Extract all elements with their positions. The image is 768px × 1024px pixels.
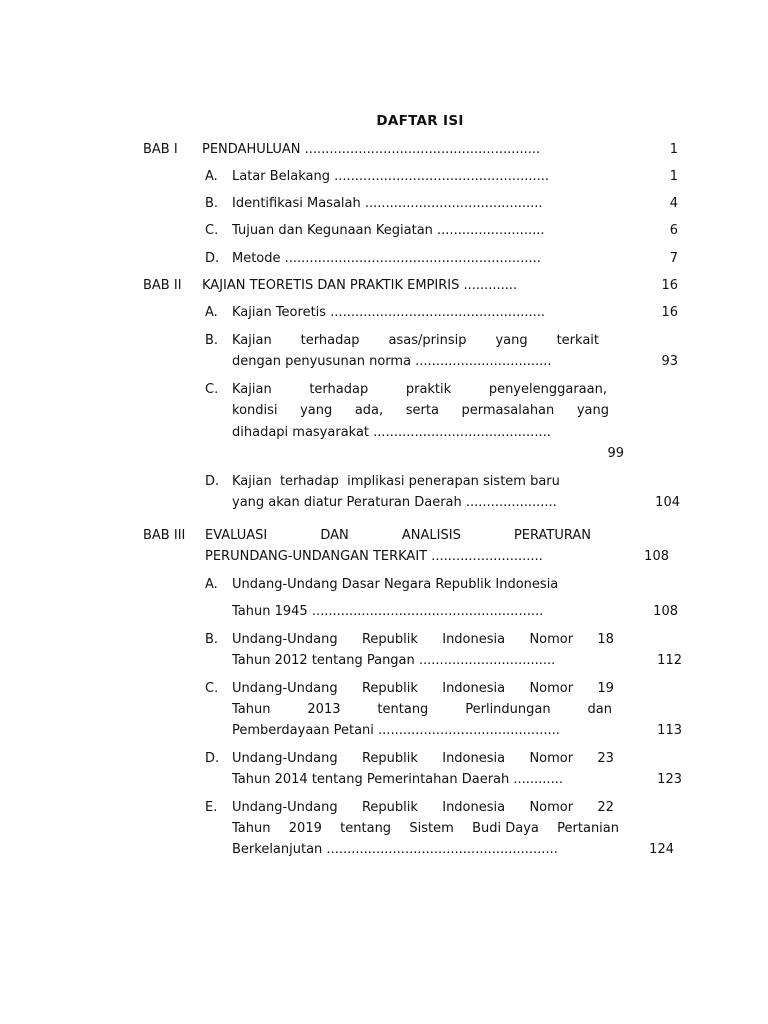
bab3-c-word: tentang xyxy=(377,702,429,717)
bab1-item-d-text: Metode .............................................................. xyxy=(232,251,541,266)
bab3-c-word: Indonesia xyxy=(442,681,506,696)
bab3-e-word: 22 xyxy=(597,800,614,815)
bab2-b-line2: dengan penyusunan norma ................................. xyxy=(232,354,552,369)
bab3-b-letter: B. xyxy=(205,632,219,647)
bab2-c-word: kondisi xyxy=(232,403,278,418)
bab3-e-line3: Berkelanjutan ........................................................ xyxy=(232,842,558,857)
bab1-item-a-text: Latar Belakang .................................................... xyxy=(232,169,550,184)
bab3-e-line1 xyxy=(232,800,614,816)
bab3-page: 108 xyxy=(644,549,669,564)
bab2-c-word: ada, xyxy=(354,403,384,418)
bab1-item-c-letter: C. xyxy=(205,223,219,238)
bab3-e-word: 2019 xyxy=(288,821,322,836)
bab3-title-word: PERATURAN xyxy=(513,528,591,543)
bab3-e-word: tentang xyxy=(340,821,392,836)
bab2-b-line1 xyxy=(232,333,599,349)
bab2-a-page: 16 xyxy=(661,305,678,320)
bab1-item-d-page: 7 xyxy=(669,251,678,266)
bab3-e-word: Tahun xyxy=(232,821,271,836)
bab3-d-word: Nomor xyxy=(529,751,574,766)
bab3-title-word: EVALUASI xyxy=(205,528,268,543)
bab2-b-word: terhadap xyxy=(300,333,360,348)
bab2-c-letter: C. xyxy=(205,382,219,397)
bab3-b-word: Indonesia xyxy=(442,632,506,647)
bab3-c-line1 xyxy=(232,681,614,697)
bab1-item-b-text: Identifikasi Masalah ........................................... xyxy=(232,196,543,211)
bab3-c-word: Tahun xyxy=(232,702,271,717)
bab1-number: BAB I xyxy=(143,142,178,157)
bab3-c-word: dan xyxy=(587,702,612,717)
bab3-title-line1 xyxy=(205,528,591,544)
bab2-b-word: Kajian xyxy=(232,333,272,348)
bab3-c-word: 19 xyxy=(597,681,614,696)
bab3-d-page: 123 xyxy=(657,772,682,787)
page-title: DAFTAR ISI xyxy=(376,113,464,129)
bab3-c-line3: Pemberdayaan Petani ............................................ xyxy=(232,723,560,738)
bab3-e-word: Budi Daya xyxy=(472,821,539,836)
bab2-c-line2 xyxy=(232,403,609,419)
bab2-b-word: asas/prinsip xyxy=(388,333,467,348)
bab2-b-letter: B. xyxy=(205,333,219,348)
bab2-c-page: 99 xyxy=(607,446,624,461)
bab3-c-letter: C. xyxy=(205,681,219,696)
bab3-d-word: Undang-Undang xyxy=(232,751,338,766)
bab2-c-word: yang xyxy=(576,403,609,418)
bab2-number: BAB II xyxy=(143,278,182,293)
bab3-e-word: Republik xyxy=(361,800,418,815)
bab2-d-letter: D. xyxy=(205,474,220,489)
bab3-c-page: 113 xyxy=(657,723,682,738)
bab3-c-word: 2013 xyxy=(307,702,341,717)
bab2-d-line1: Kajian terhadap implikasi penerapan sistem baru xyxy=(232,474,560,489)
bab2-page: 16 xyxy=(661,278,678,293)
bab1-item-c-text: Tujuan dan Kegunaan Kegiatan .......................... xyxy=(232,223,545,238)
bab3-a-letter: A. xyxy=(205,577,218,592)
bab2-c-line3: dihadapi masyarakat ........................................... xyxy=(232,425,551,440)
bab3-b-line2: Tahun 2012 tentang Pangan ................................. xyxy=(232,653,556,668)
bab1-page: 1 xyxy=(669,142,678,157)
bab3-b-page: 112 xyxy=(657,653,682,668)
bab3-e-letter: E. xyxy=(205,800,218,815)
bab1-item-c-page: 6 xyxy=(669,223,678,238)
bab2-a-text: Kajian Teoretis .................................................... xyxy=(232,305,546,320)
bab3-e-word: Indonesia xyxy=(442,800,506,815)
bab1-item-b-page: 4 xyxy=(669,196,678,211)
bab3-e-line2 xyxy=(232,821,619,837)
bab3-e-word: Pertanian xyxy=(557,821,619,836)
bab1-item-a-page: 1 xyxy=(669,169,678,184)
bab3-c-word: Republik xyxy=(361,681,418,696)
bab2-d-page: 104 xyxy=(655,495,680,510)
bab3-a-line1: Undang-Undang Dasar Negara Republik Indonesia xyxy=(232,577,559,592)
bab2-c-word: permasalahan xyxy=(461,403,555,418)
bab3-d-line2: Tahun 2014 tentang Pemerintahan Daerah ............ xyxy=(232,772,563,787)
bab3-c-word: Perlindungan xyxy=(465,702,551,717)
bab2-b-word: yang xyxy=(495,333,528,348)
bab3-title-word: ANALISIS xyxy=(401,528,461,543)
bab3-title-word: DAN xyxy=(320,528,349,543)
bab2-c-word: terhadap xyxy=(309,382,369,397)
bab3-e-word: Undang-Undang xyxy=(232,800,338,815)
bab2-a-letter: A. xyxy=(205,305,218,320)
bab2-c-word: serta xyxy=(405,403,439,418)
bab3-c-line2 xyxy=(232,702,612,718)
bab2-b-word: terkait xyxy=(556,333,599,348)
bab2-c-word: yang xyxy=(300,403,333,418)
bab3-a-line2: Tahun 1945 ........................................................ xyxy=(232,604,544,619)
bab3-e-word: Sistem xyxy=(409,821,454,836)
bab3-d-word: Indonesia xyxy=(442,751,506,766)
bab3-b-line1 xyxy=(232,632,614,648)
bab3-d-line1 xyxy=(232,751,614,767)
bab3-number: BAB III xyxy=(143,528,186,543)
bab1-item-a-letter: A. xyxy=(205,169,218,184)
bab2-d-line2: yang akan diatur Peraturan Daerah ...................... xyxy=(232,495,557,510)
bab3-e-word: Nomor xyxy=(529,800,574,815)
bab3-b-word: Undang-Undang xyxy=(232,632,338,647)
bab2-c-line1 xyxy=(232,382,607,398)
bab1-item-b-letter: B. xyxy=(205,196,219,211)
bab1-title: PENDAHULUAN ......................................................... xyxy=(202,142,541,157)
bab2-c-word: Kajian xyxy=(232,382,272,397)
bab3-b-word: Republik xyxy=(361,632,418,647)
bab3-c-word: Undang-Undang xyxy=(232,681,338,696)
bab1-item-d-letter: D. xyxy=(205,251,220,266)
bab2-b-page: 93 xyxy=(661,354,678,369)
bab2-c-word: penyelenggaraan, xyxy=(488,382,607,397)
bab3-title-line2: PERUNDANG-UNDANGAN TERKAIT ........................... xyxy=(205,549,543,564)
bab3-b-word: 18 xyxy=(597,632,614,647)
bab3-d-word: 23 xyxy=(597,751,614,766)
bab3-d-letter: D. xyxy=(205,751,220,766)
bab3-d-word: Republik xyxy=(361,751,418,766)
bab3-b-word: Nomor xyxy=(529,632,574,647)
bab3-e-page: 124 xyxy=(649,842,674,857)
bab3-c-word: Nomor xyxy=(529,681,574,696)
bab2-title: KAJIAN TEORETIS DAN PRAKTIK EMPIRIS ............. xyxy=(202,278,518,293)
bab3-a-page: 108 xyxy=(653,604,678,619)
bab2-c-word: praktik xyxy=(405,382,452,397)
